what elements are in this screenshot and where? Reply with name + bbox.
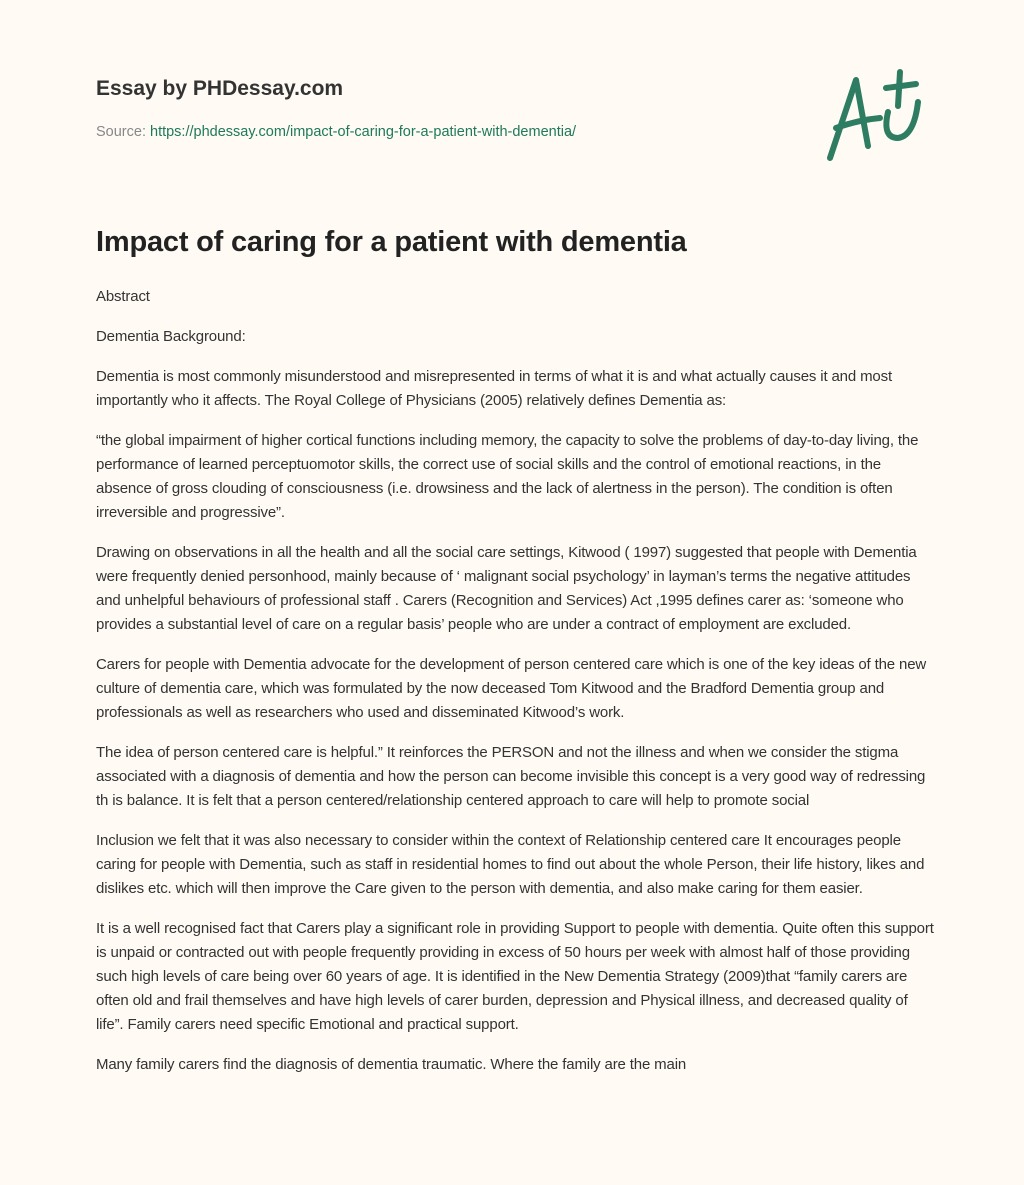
paragraph: Carers for people with Dementia advocate for the development of person centered care which is one of the key ideas of the new culture of dementia care, which was formulated by the now deceased Tom Kitwood and the Bradford Dementia group and professionals as well as researchers who used and disseminated Kitwood’s work. [96, 656, 927, 721]
paragraph: Dementia Background: [96, 328, 246, 345]
paragraph: Drawing on observations in all the health and all the social care settings, Kitwood ( 1997) suggested that people with Dementia were frequently denied personhood, mainly because of ‘ malignant social psychology’ in layman’s terms the negative attitudes and unhelpful behaviours of professional staff . Carers (Recognition and Services) Act ,1995 defines carer as: ‘someone who provides a substantial level of care on a regular basis’ people who are under a contract of employment are excluded. [96, 544, 917, 633]
paragraph: Dementia is most commonly misunderstood and misrepresented in terms of what it is and what actually causes it and most importantly who it affects. The Royal College of Physicians (2005) relatively defines Dementia as: [96, 368, 892, 409]
essay-body [96, 285, 936, 1093]
paragraph: Inclusion we felt that it was also necessary to consider within the context of Relationship centered care It encourages people caring for people with Dementia, such as staff in residential homes to find out about the whole Person, their life history, likes and dislikes etc. which will then improve the Care given to the person with dementia, and also make caring for them easier. [96, 832, 925, 897]
source-line [96, 124, 576, 140]
paragraph: Abstract [96, 288, 150, 305]
source-label: Source: [96, 124, 150, 140]
paragraph: The idea of person centered care is helpful.” It reinforces the PERSON and not the illness and when we consider the stigma associated with a diagnosis of dementia and how the person can become invisible this concept is a very good way of redressing th is balance. It is felt that a person centered/relationship centered approach to care will help to promote social [96, 744, 926, 809]
paragraph: “the global impairment of higher cortical functions including memory, the capacity to solve the problems of day-to-day living, the performance of learned perceptuomotor skills, the correct use of social skills and the control of emotional reactions, in the absence of gross clouding of consciousness (i.e. drowsiness and the lack of alertness in the person). The condition is often irreversible and progressive”. [96, 432, 919, 521]
paragraph: Many family carers find the diagnosis of dementia traumatic. Where the family are the main [96, 1056, 687, 1073]
site-brand: Essay by PHDessay.com [96, 77, 344, 100]
source-link[interactable]: https://phdessay.com/impact-of-caring-for-a-patient-with-dementia/ [150, 124, 577, 140]
paragraph: It is a well recognised fact that Carers play a significant role in providing Support to people with dementia. Quite often this support is unpaid or contracted out with people frequently providing in excess of 50 hours per week with almost half of those providing such high levels of care being over 60 years of age. It is identified in the New Dementia Strategy (2009)that “family carers are often old and frail themselves and have high levels of carer burden, depression and Physical illness, and decreased quality of life”. Family carers need specific Emotional and practical support. [96, 920, 934, 1033]
a-plus-logo-icon [818, 66, 928, 166]
essay-title: Impact of caring for a patient with dementia [96, 226, 687, 258]
